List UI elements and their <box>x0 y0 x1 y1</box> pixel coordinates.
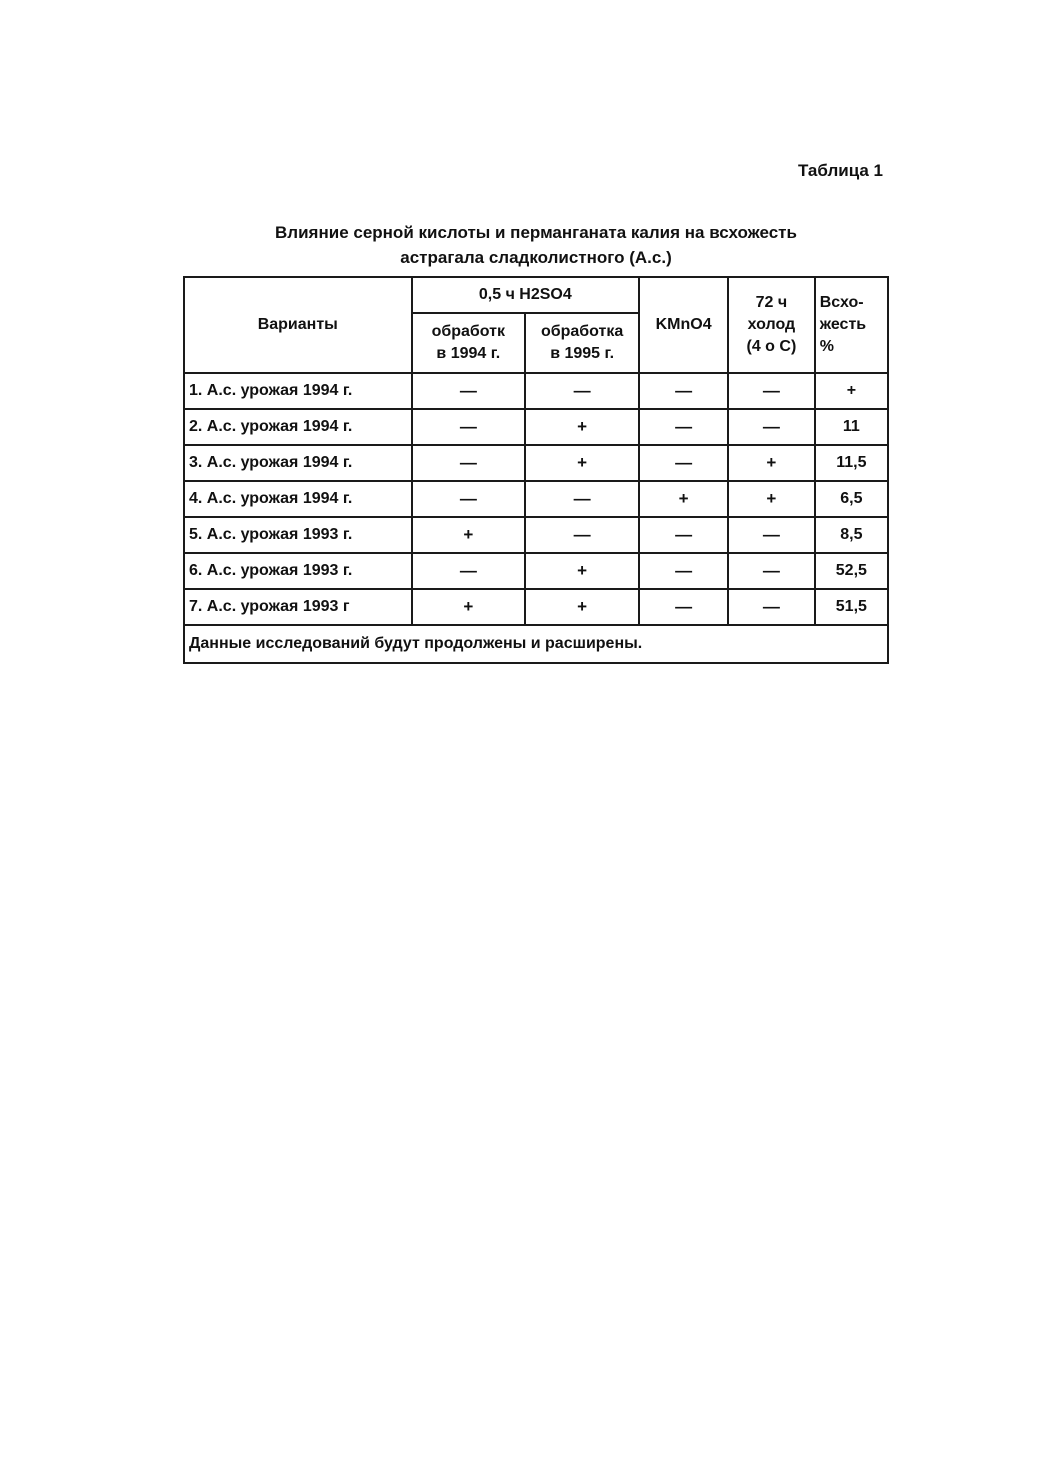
cell-kmno4: — <box>639 445 728 481</box>
table-label: Таблица 1 <box>797 161 883 180</box>
header-treatment-1995-line-1: обработка <box>540 323 624 340</box>
cell-cold: + <box>728 481 815 517</box>
caption-line-1: Влияние серной кислоты и перманганата калия на всхожесть <box>275 223 797 242</box>
table-caption <box>183 220 889 270</box>
header-cold <box>728 277 815 373</box>
header-kmno4: KMnO4 <box>639 277 728 373</box>
cell-kmno4: + <box>639 481 728 517</box>
cell-treatment-1994: + <box>412 517 526 553</box>
header-cold-line-3: (4 о С) <box>746 338 797 355</box>
table-row <box>184 553 888 589</box>
cell-treatment-1995: + <box>525 409 639 445</box>
cell-cold: + <box>728 445 815 481</box>
header-cold-line-1: 72 ч <box>755 294 788 311</box>
table-row <box>184 589 888 625</box>
cell-variant: 1. А.с. урожая 1994 г. <box>184 373 412 409</box>
cell-germination: 51,5 <box>815 589 888 625</box>
cell-treatment-1995: — <box>525 373 639 409</box>
header-treatment-1995-line-2: в 1995 г. <box>550 345 615 362</box>
cell-cold: — <box>728 517 815 553</box>
header-treatment-1994 <box>412 313 526 373</box>
cell-treatment-1994: — <box>412 553 526 589</box>
footnote-row <box>184 625 888 663</box>
cell-treatment-1994: + <box>412 589 526 625</box>
cell-kmno4: — <box>639 589 728 625</box>
header-germination <box>815 277 888 373</box>
table-row <box>184 517 888 553</box>
cell-germination: + <box>815 373 888 409</box>
table-row <box>184 373 888 409</box>
caption-line-2: астрагала сладколистного (А.с.) <box>400 248 672 267</box>
table-row <box>184 409 888 445</box>
header-row-1 <box>184 277 888 313</box>
cell-variant: 6. А.с. урожая 1993 г. <box>184 553 412 589</box>
table-row <box>184 481 888 517</box>
header-treatment-1994-line-1: обработк <box>431 323 506 340</box>
header-germination-line-2: жесть <box>819 316 867 333</box>
cell-variant: 4. А.с. урожая 1994 г. <box>184 481 412 517</box>
cell-germination: 52,5 <box>815 553 888 589</box>
cell-kmno4: — <box>639 409 728 445</box>
cell-treatment-1995: + <box>525 589 639 625</box>
cell-treatment-1994: — <box>412 445 526 481</box>
cell-cold: — <box>728 373 815 409</box>
header-treatment-1995 <box>525 313 639 373</box>
header-treatment-1994-line-2: в 1994 г. <box>436 345 501 362</box>
cell-kmno4: — <box>639 517 728 553</box>
header-variants: Варианты <box>184 277 412 373</box>
cell-treatment-1994: — <box>412 373 526 409</box>
cell-variant: 3. А.с. урожая 1994 г. <box>184 445 412 481</box>
header-germination-line-1: Всхо- <box>819 294 864 311</box>
cell-cold: — <box>728 409 815 445</box>
cell-variant: 2. А.с. урожая 1994 г. <box>184 409 412 445</box>
cell-kmno4: — <box>639 373 728 409</box>
header-h2so4: 0,5 ч H2SO4 <box>412 277 640 313</box>
table-footnote: Данные исследований будут продолжены и расширены. <box>184 625 888 663</box>
cell-treatment-1995: — <box>525 517 639 553</box>
cell-treatment-1995: — <box>525 481 639 517</box>
cell-treatment-1994: — <box>412 409 526 445</box>
germination-table <box>183 276 889 664</box>
cell-cold: — <box>728 553 815 589</box>
cell-variant: 7. А.с. урожая 1993 г <box>184 589 412 625</box>
cell-germination: 11,5 <box>815 445 888 481</box>
cell-treatment-1995: + <box>525 445 639 481</box>
table-row <box>184 445 888 481</box>
cell-germination: 8,5 <box>815 517 888 553</box>
cell-variant: 5. А.с. урожая 1993 г. <box>184 517 412 553</box>
cell-treatment-1994: — <box>412 481 526 517</box>
header-cold-line-2: холод <box>747 316 796 333</box>
cell-treatment-1995: + <box>525 553 639 589</box>
header-germination-line-3: % <box>819 338 834 355</box>
cell-germination: 11 <box>815 409 888 445</box>
cell-germination: 6,5 <box>815 481 888 517</box>
cell-kmno4: — <box>639 553 728 589</box>
cell-cold: — <box>728 589 815 625</box>
